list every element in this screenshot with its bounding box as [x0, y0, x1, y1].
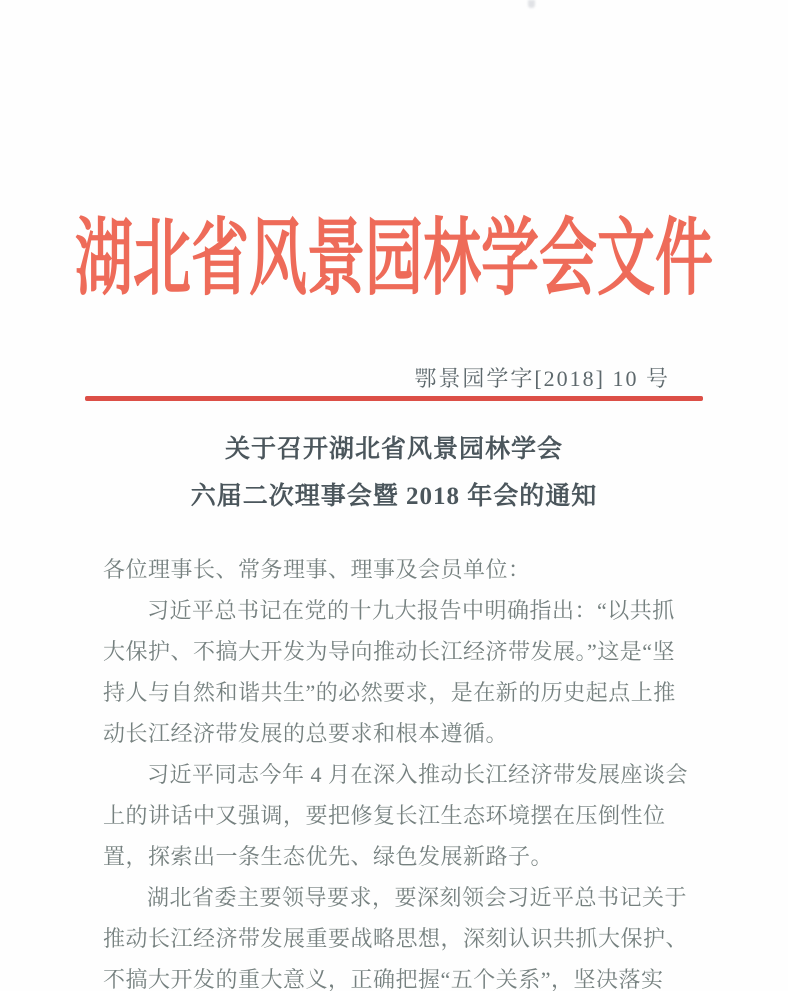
- body-line: 各位理事长、常务理事、理事及会员单位：: [103, 557, 531, 582]
- body-line: 习近平总书记在党的十九大报告中明确指出：“以共抓: [147, 598, 675, 623]
- scan-smudge: [528, 0, 535, 8]
- body-line: 不搞大开发的重大意义，正确把握“五个关系”，坚决落实: [103, 967, 664, 991]
- body-line: 动长江经济带发展的总要求和根本遵循。: [103, 721, 509, 746]
- body-line: 上的讲话中又强调，要把修复长江生态环境摆在压倒性位: [103, 803, 666, 828]
- subject-line-2: 六届二次理事会暨 2018 年会的通知: [190, 483, 598, 510]
- subject-title: [0, 426, 788, 520]
- doc-number: 鄂景园学字[2018] 10 号: [414, 366, 670, 391]
- body-line: 湖北省委主要领导要求，要深刻领会习近平总书记关于: [147, 885, 688, 910]
- body-line: 习近平同志今年 4 月在深入推动长江经济带发展座谈会: [147, 762, 689, 787]
- red-divider: [85, 396, 703, 401]
- subject-line-1: 关于召开湖北省风景园林学会: [224, 436, 563, 463]
- body-line: 置，探索出一条生态优先、绿色发展新路子。: [103, 844, 554, 869]
- body-line: 推动长江经济带发展重要战略思想，深刻认识共抓大保护、: [103, 926, 689, 951]
- masthead-title: 湖北省风景园林学会文件: [74, 211, 713, 306]
- body-line: 持人与自然和谐共生”的必然要求，是在新的历史起点上推: [103, 680, 676, 705]
- body-line: 大保护、不搞大开发为导向推动长江经济带发展。”这是“坚: [103, 639, 676, 664]
- body-text: [103, 549, 703, 991]
